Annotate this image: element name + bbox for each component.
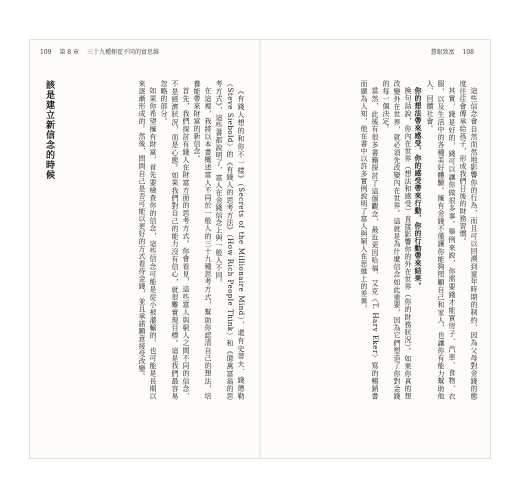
left-page: [30, 40, 259, 458]
paragraph: 在這裡，我將以本書概述富人不同於一般人的三十九種思考方式，幫助你認清自己的想法，培養能帶來財富的新信念。: [193, 80, 212, 400]
paragraph: 《有錢人想的和你不一樣》（Secrets of the Millionaire Mind），還有史蒂夫．錢德勒（Steve Siebold）的《有錢人的思考方法》（How Rich People Think）和《億萬富翁的思考方式》，這些書都說明了，富人在金錢信念上與一般人不同。: [215, 80, 245, 400]
paragraph: 換句話說，你內在世界（想法和感受）直接影響你的外在世界（你的財務狀況）。如果你真的想改變外在世界，就必須先改變內在世界。這就是為什麼信念如此重要，因為它們塑造了你對金錢的每一個決定。: [382, 80, 412, 400]
chapter-title: 三十九種揮霍不同的富思維: [86, 49, 159, 56]
paragraph: 當然，此後有很多書籍探討了這個觀念，最近更因哈福．艾克（T. Harv Eker）寫的暢銷書而廣為人知，他在書中以許多實例說明了富人與窮人在思維上的差異。: [360, 80, 379, 400]
book-spread: [30, 40, 490, 458]
left-body-text: [58, 80, 246, 400]
right-header-title: 慧眼致富: [430, 49, 455, 56]
right-page-header: [431, 47, 480, 56]
right-page-number: 108: [462, 49, 474, 56]
paragraph: 這些信念會自然而然地影響你的行為，而且可以回溯到童年時期的制約，因為父母對金錢的態度往往會傳承給孩子，形成我們日後的財務習慣。: [459, 80, 478, 400]
paragraph: 如果你希望擁有財富，首先要檢查你的信念，這些信念可能是從小被灌輸的，也可能是長期以來逐漸形成的。然後，問問自己是否可能以更好的方式看待金錢，並且承諾願意接受改變。: [138, 80, 157, 400]
right-body-text: [273, 80, 479, 400]
left-page-number: 109: [40, 49, 52, 56]
section-heading: 該是建立新信念的時候: [44, 80, 54, 180]
paragraph: [0, 80, 26, 400]
left-page-header: [40, 47, 165, 56]
right-page: [261, 40, 490, 458]
chapter-label: 第 8 章: [59, 49, 80, 56]
emphasis-paragraph: 你的想法帶來感受，你的感受帶來行動，你的行動帶來結果。: [414, 87, 423, 290]
paragraph: 其實，錢是好的，錢可以讓你做很多事。舉例來說，你需要錢才能買房子、汽車、食物、衣服，以及生活中的各種美好體驗。擁有金錢不僅讓你能夠照顧自己和家人，也讓你有能力幫助他人、回饋社會。: [426, 80, 456, 400]
paragraph: 首先，我們探討有錢人在財富方面的思考方式。你會看見，這些富人與窮人之間不同的信念，不是經濟狀況，而是心態。如果我們對自己的能力沒有信心，就很難實現目標。這是我們最容易忽略的部分。: [160, 80, 190, 400]
